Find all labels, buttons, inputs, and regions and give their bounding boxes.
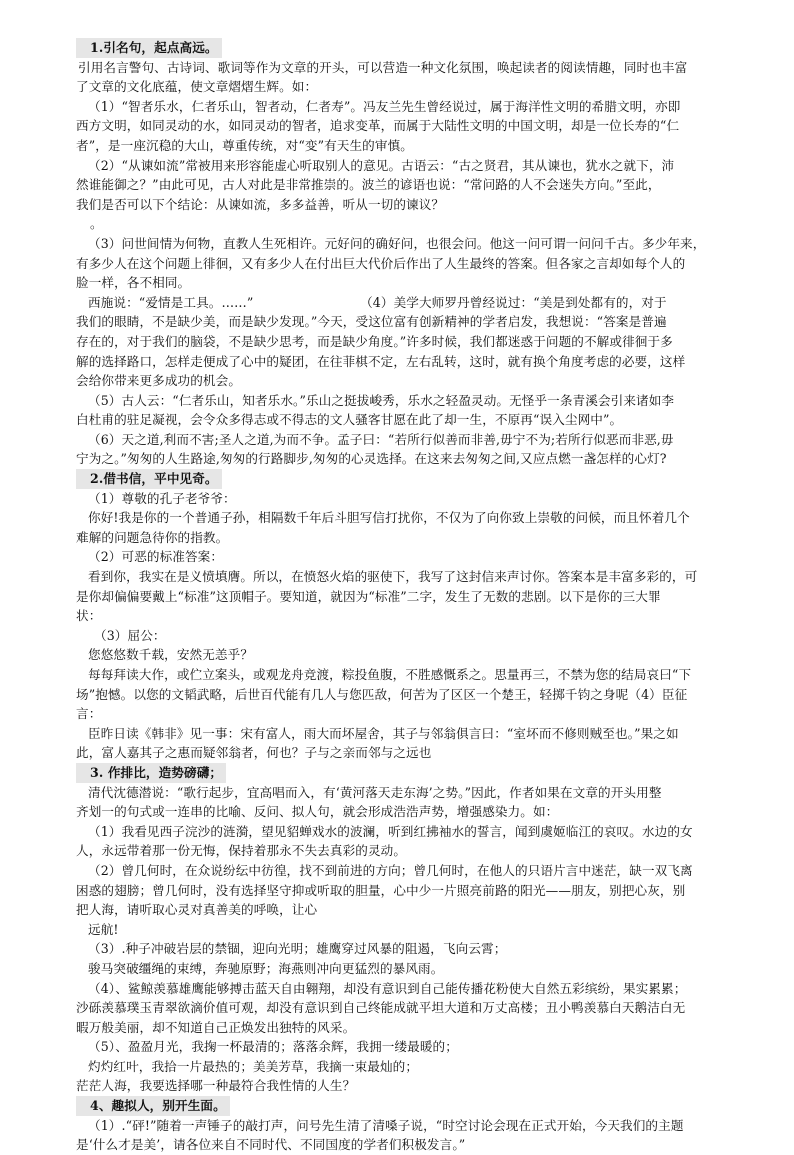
text-line: 脸一样，各不相同。: [76, 275, 191, 291]
text-line: 然谁能御之？”由此可见，古人对此是非常推崇的。波兰的谚语也说：“常问路的人不会迷失方向。”至此，: [76, 177, 661, 193]
text-line: （1）.“砰!”随着一声锤子的敲打声，问号先生清了清嗓子说，“时空讨论会现在正式开始，今天我们的主题: [88, 1117, 684, 1133]
text-line: 状：: [76, 608, 102, 624]
text-line: （6）天之道,利而不害;圣人之道,为而不争。孟子曰：“若所行似善而非善,毋宁不为;若所行似恶而非恶,毋: [88, 431, 674, 447]
text-line: （3）.种子冲破岩层的禁锢，迎向光明；雄鹰穿过风暴的阻遏，飞向云霄；: [88, 941, 507, 957]
section-heading: [76, 763, 788, 783]
text-line: 暇万般美丽，却不知道自己正焕发出独特的风采。: [76, 1019, 356, 1035]
text-line: （1）“智者乐水，仁者乐山，智者动，仁者寿”。冯友兰先生曾经说过，属于海洋性文明的希腊文明，亦即: [88, 98, 681, 114]
text-line: 远航!: [88, 921, 119, 937]
text-line: 茫茫人海，我要选择哪一种最符合我性情的人生？: [76, 1078, 356, 1094]
heading-highlight: 1.引名句，起点高远。: [76, 38, 222, 58]
heading-highlight: 4、趣拟人，别开生面。: [76, 1096, 230, 1116]
text-line: 每每拜读大作，或伫立案头，或观龙舟竞渡，粽投鱼腹，不胜感慨系之。思量再三，不禁为您的结局哀曰“下: [88, 667, 692, 682]
text-line: 沙砾羡慕璞玉青翠欲滴价值可观，却没有意识到自己终能成就平坦大道和万丈高楼；丑小鸭羡慕白天鹅洁白无: [76, 1000, 686, 1016]
text-line: 场”抱憾。以您的文韬武略，后世百代能有几人与您匹敌，何苦为了区区一个楚王，轻掷千钧之身呢（4）臣征: [76, 686, 688, 702]
text-line: 引用名言警句、古诗词、歌词等作为文章的开头，可以营造一种文化氛围，唤起读者的阅读情趣，同时也丰富: [78, 59, 688, 75]
text-line: （3）屈公：: [94, 627, 166, 643]
text-line: 解的选择路口，怎样走便成了心中的疑团，在往菲棋不定，左右乱转，这时，就有换个角度考虑的必要，这样: [76, 353, 686, 369]
text-line: 是‘什么才是美’，请各位来自不同时代、不同国度的学者们积极发言。”: [76, 1137, 466, 1153]
text-line: 言：: [76, 706, 102, 722]
text-line: 西方文明，如同灵动的水，如同灵动的智者，追求变革，而属于大陆性文明的中国文明，却是一位长寿的“仁: [76, 118, 680, 134]
text-line: 清代沈德潜说：“歌行起步，宜高唱而入，有‘黄河落天走东海’之势。”因此，作者如果在文章的开头用整: [88, 784, 662, 800]
text-line: 是你却偏偏要戴上“标准”这顶帽子。要知道，就因为“标准”二字，发生了无数的悲剧。以下是你的三大罪: [76, 588, 661, 604]
text-line: 西施说：“爱情是工具。……” （4）美学大师罗丹曾经说过：“美是到处都有的，对于: [88, 294, 667, 310]
text-line: 此，富人嘉其子之惠而疑邻翁者，何也？子与之亲而邻与之远也: [76, 745, 432, 761]
text-line: （2）曾几何时，在众说纷纭中彷徨，找不到前进的方向；曾几何时，在他人的只语片言中迷茫，缺一双飞离: [88, 862, 693, 878]
text-line: 了文章的文化底蕴，使文章熠熠生辉。如：: [76, 79, 318, 95]
text-line: 困惑的翅膀；曾几何时，没有选择坚守抑或听取的胆量，心中少一片照亮前路的阳光——朋友，别把心灰，别: [76, 882, 686, 898]
text-line: 人，永远带着那一份无悔，保持着那永不失去真彩的灵动。: [76, 843, 407, 859]
text-line: 我们是否可以下个结论：从谏如流，多多益善，听从一切的谏议？: [76, 196, 445, 212]
text-line: （5）、盈盈月光，我掬一杯最清的；落落余辉，我拥一缕最暖的；: [88, 1039, 458, 1055]
section-heading: [76, 469, 788, 489]
section-heading: [76, 38, 788, 58]
text-line: （1）尊敬的孔子老爷爷：: [88, 490, 236, 506]
text-line: 会给你带来更多成功的机会。: [76, 373, 242, 389]
document-page: [76, 38, 788, 1155]
text-line: （2）可恶的标准答案：: [88, 549, 224, 565]
text-line: 臣昨日读《韩非》见一事：宋有富人，雨大而坏屋舍，其子与邻翁俱言曰：“室坏而不修则贼至也。”果之如: [88, 725, 679, 741]
text-line: 者”，是一座沉稳的大山，尊重传统，对“变”有天生的审慎。: [76, 137, 413, 153]
text-line: 看到你，我实在是义愤填膺。所以，在愤怒火焰的驱使下，我写了这封信来声讨你。答案本是丰富多彩的，可: [88, 569, 698, 585]
text-line: 我们的眼睛，不是缺少美，而是缺少发现。”今天，受这位富有创新精神的学者启发，我想说：“答案是普遍: [76, 314, 667, 330]
text-line: 骏马突破缰绳的束缚，奔驰原野；海燕则冲向更猛烈的暴风雨。: [88, 960, 444, 976]
text-line: （1）我看见西子浣沙的涟漪，望见貂蝉戏水的波澜，听到红拂袖水的誓言，闻到虞姬临江的哀叹。水边的女: [88, 823, 693, 839]
text-line: （2）“从谏如流”常被用来形容能虚心听取别人的意见。古语云：“古之贤君，其从谏也，犹水之就下，沛: [88, 157, 675, 173]
text-line: 您悠悠数千载，安然无恙乎？: [88, 647, 254, 663]
text-line: 存在的，对于我们的脑袋，不是缺少思考，而是缺少角度。”许多时候，我们都迷惑于问题的不解或徘徊于多: [76, 333, 673, 349]
text-line: 你好!我是你的一个普通子孙，相隔数千年后斗胆写信打扰你，不仅为了向你致上崇敬的问候，而且怀着几个: [88, 510, 690, 526]
text-line: 宁为之。”匆匆的人生路途,匆匆的行路脚步,匆匆的心灵选择。在这来去匆匆之间,又应点燃一盏怎样的心灯?: [76, 451, 667, 467]
text-line: （4）、鲨鲸羡慕雄鹰能够搏击蓝天自由翱翔，却没有意识到自己能传播花粉使大自然五彩缤纷，果实累累；: [88, 980, 687, 996]
section-heading: [76, 1096, 788, 1116]
text-line: （3）问世间情为何物，直教人生死相许。元好问的确好问，也很会问。他这一问可谓一问问千古。多少年来，: [88, 235, 706, 251]
text-line: 灼灼红叶，我拾一片最热的；美美芳草，我摘一束最灿的；: [88, 1058, 419, 1074]
heading-highlight: 3. 作排比，造势磅礴；: [76, 763, 226, 783]
text-line: 把人海，请听取心灵对真善美的呼唤，让心: [76, 902, 318, 918]
text-line: （5）古人云：“仁者乐山，知者乐水。”乐山之挺拔峻秀，乐水之轻盈灵动。无怪乎一条青溪会引来诸如李: [88, 392, 675, 408]
text-line: 齐划一的句式或一连串的比喻、反问、拟人句，就会形成浩浩声势，增强感染力。如：: [76, 804, 559, 820]
heading-highlight: 2.借书信，平中见奇。: [76, 469, 222, 489]
text-line: 白杜甫的驻足凝视，会令众多得志或不得志的文人骚客甘愿在此了却一生，不原再“误入尘网中”。: [76, 412, 623, 428]
text-line: 难解的问题急待你的指教。: [76, 529, 229, 545]
text-line: 。: [90, 216, 103, 232]
text-line: 有多少人在这个问题上徘徊，又有多少人在付出巨大代价后作出了人生最终的答案。但各家之言却如每个人的: [76, 255, 686, 271]
